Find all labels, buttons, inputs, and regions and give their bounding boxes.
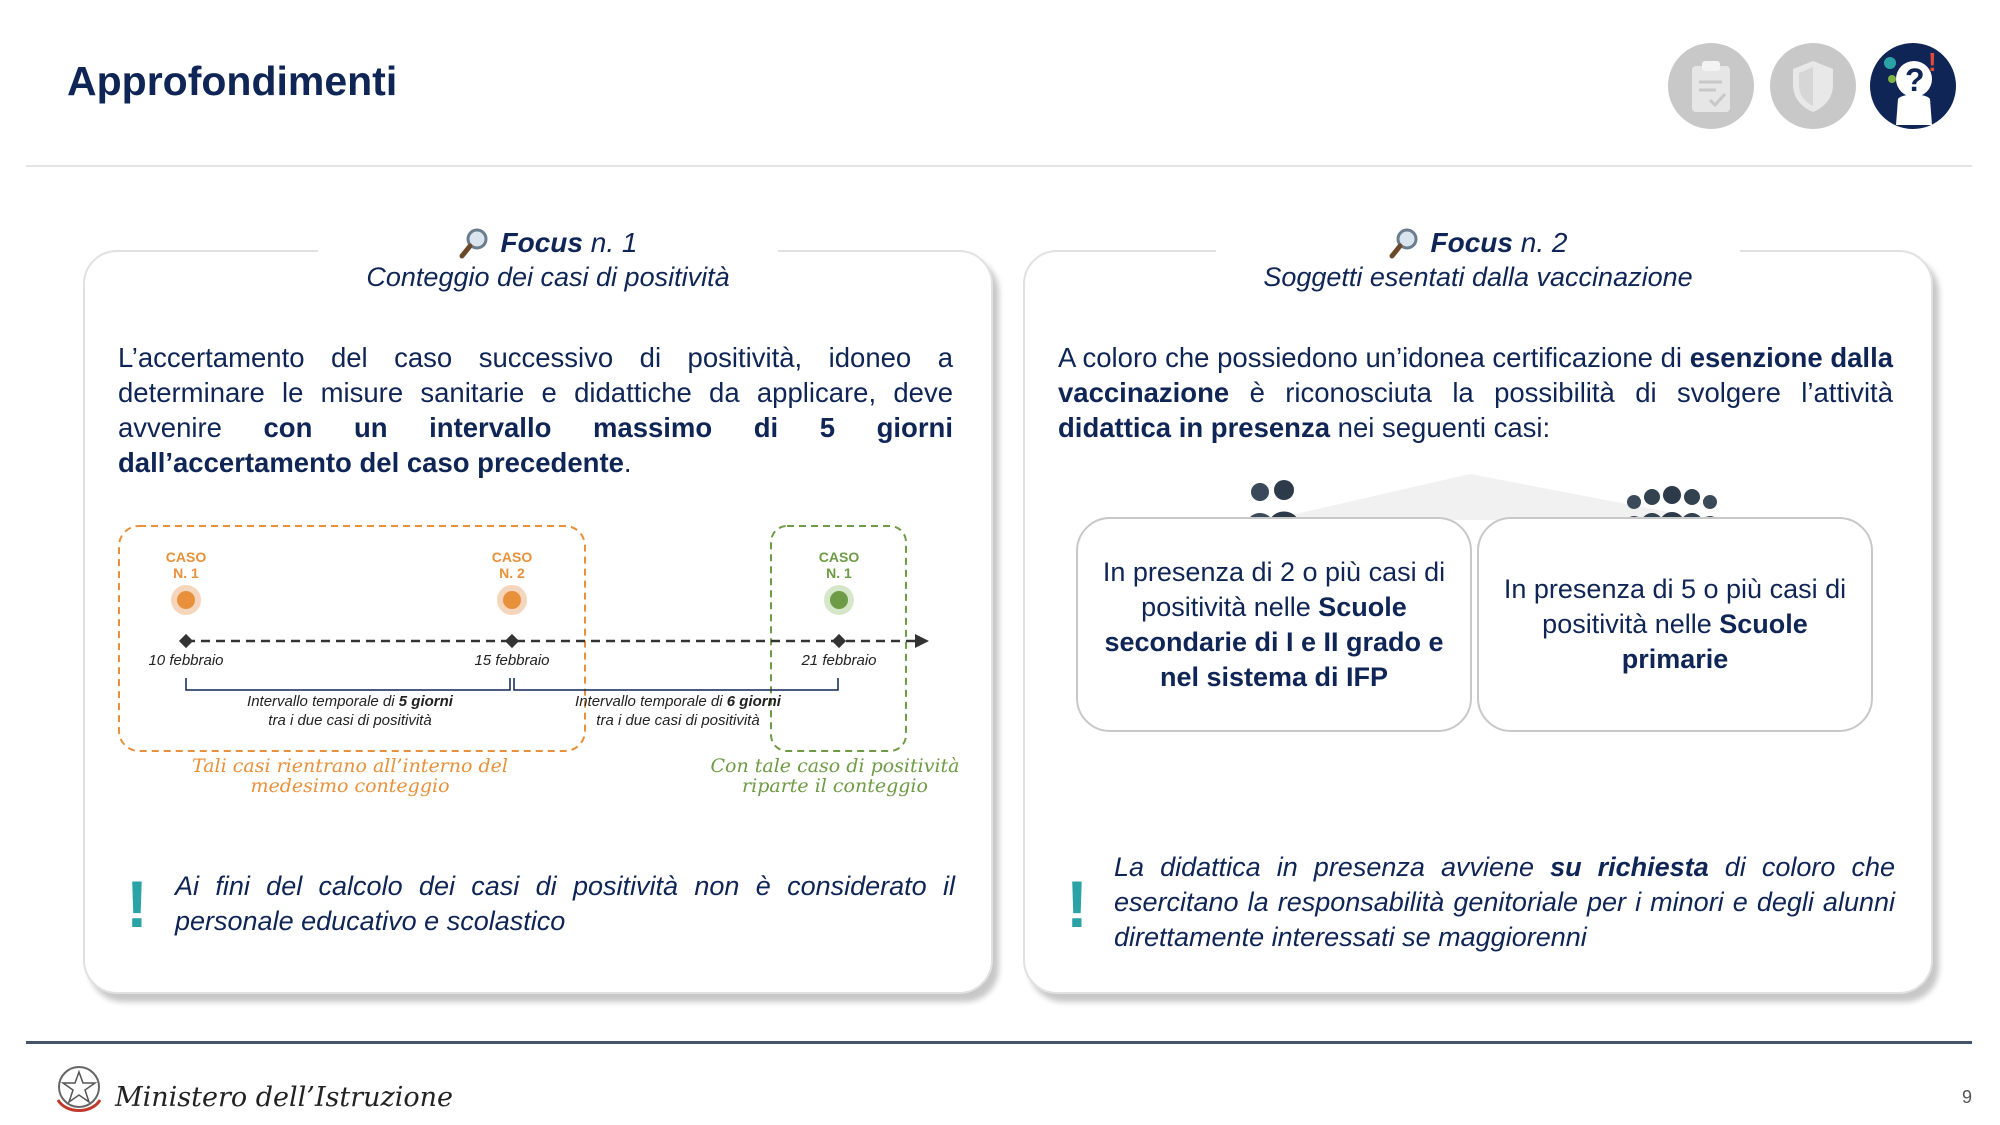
focus-1-paragraph [118, 340, 953, 480]
focus-1-para-bold: con un intervallo massimo di 5 giorni dall’accertamento del caso precedente [118, 412, 953, 478]
magnifier-icon [1389, 227, 1421, 259]
focus-2-paragraph [1058, 340, 1893, 445]
exclamation-icon: ! [1066, 867, 1088, 941]
interval-1-bracket [186, 678, 510, 690]
interval-1-text: Intervallo temporale di 5 giorni tra i due casi di positività [247, 693, 453, 729]
focus-2-header [1216, 226, 1740, 294]
footer-divider [26, 1041, 1972, 1044]
focus-2-subtitle: Soggetti esentati dalla vaccinazione [1263, 262, 1693, 292]
interval-2-text: Intervallo temporale di 6 giorni tra i due casi di positività [575, 693, 781, 729]
person-mask-icon [177, 591, 195, 609]
focus-2-para-text-3: nei seguenti casi: [1330, 412, 1551, 443]
exclamation-icon: ! [126, 867, 148, 941]
focus-1-word: Focus [500, 227, 583, 258]
timeline-arrowhead [915, 634, 929, 648]
svg-text:?: ? [1905, 62, 1925, 98]
case-1-label: CASO N. 1 [165, 549, 207, 581]
focus-2-note [1114, 850, 1895, 955]
focus-1-header [318, 226, 778, 294]
focus-2-word: Focus [1430, 227, 1513, 258]
box-1-text: In presenza di 2 o più casi di positività nelle [1102, 556, 1446, 622]
focus-1-note: Ai fini del calcolo dei casi di positività non è considerato il personale educativo e scolastico [175, 871, 955, 936]
focus-2-note-bold: su richiesta [1550, 852, 1709, 882]
svg-text:!: ! [1928, 47, 1937, 77]
interval-2-bracket [514, 678, 838, 690]
clipboard-icon [1668, 43, 1754, 129]
focus-2-number: n. 2 [1520, 227, 1568, 258]
box-2-text: In presenza di 5 o più casi di positività nelle [1503, 574, 1847, 639]
focus-2-para-text-2: è riconosciuta la possibilità di svolgere l’attività [1229, 377, 1893, 408]
date-3: 21 febbraio [801, 652, 877, 669]
condition-box-secondary [1076, 517, 1472, 732]
italian-emblem-icon [52, 1060, 106, 1118]
ministry-logo-text: Ministero dell’Istruzione [115, 1082, 454, 1113]
focus-2-note-text-1: La didattica in presenza avviene [1114, 852, 1551, 882]
question-person-icon [1870, 43, 1956, 129]
focus-1-number: n. 1 [590, 227, 638, 258]
timeline-marker-3 [832, 634, 846, 648]
date-1: 10 febbraio [148, 652, 224, 669]
focus-1-para-end: . [623, 447, 632, 478]
case-2-label: CASO N. 2 [491, 549, 533, 581]
date-2: 15 febbraio [474, 652, 550, 669]
focus-2-para-bold-2: didattica in presenza [1058, 412, 1331, 443]
magnifier-icon [459, 227, 491, 259]
focus-1-para-text: L’accertamento del caso successivo di positività, idoneo a determinare le misure sanitarie e didattiche da applicare, deve avvenire [118, 342, 953, 443]
case-3-label: CASO N. 1 [818, 549, 860, 581]
person-mask-icon [830, 591, 848, 609]
timeline-note-green: Con tale caso di positività riparte il conteggio [710, 755, 960, 797]
timeline-marker-2 [505, 634, 519, 648]
focus-2-note-text-2: di coloro che esercitano la responsabilità genitoriale per i minori e degli alunni direttamente interessati se maggiorenni [1114, 852, 1895, 952]
page-number: 9 [1962, 1087, 1973, 1107]
header-divider [26, 165, 1972, 167]
shield-icon [1770, 43, 1856, 129]
person-mask-icon [503, 591, 521, 609]
page-title: Approfondimenti [67, 58, 398, 104]
focus-2-para-text-1: A coloro che possiedono un’idonea certificazione di [1058, 342, 1690, 373]
timeline-marker-1 [179, 634, 193, 648]
box-1-bold: Scuole secondarie di I e II grado e nel sistema di IFP [1104, 591, 1444, 692]
focus-2-para-bold-1: esenzione dalla vaccinazione [1058, 342, 1893, 408]
box-2-bold: Scuole primarie [1621, 609, 1808, 674]
focus-1-subtitle: Conteggio dei casi di positività [366, 262, 730, 292]
condition-box-primary [1477, 517, 1873, 732]
timeline-note-orange: Tali casi rientrano all’interno del medesimo conteggio [192, 755, 508, 797]
